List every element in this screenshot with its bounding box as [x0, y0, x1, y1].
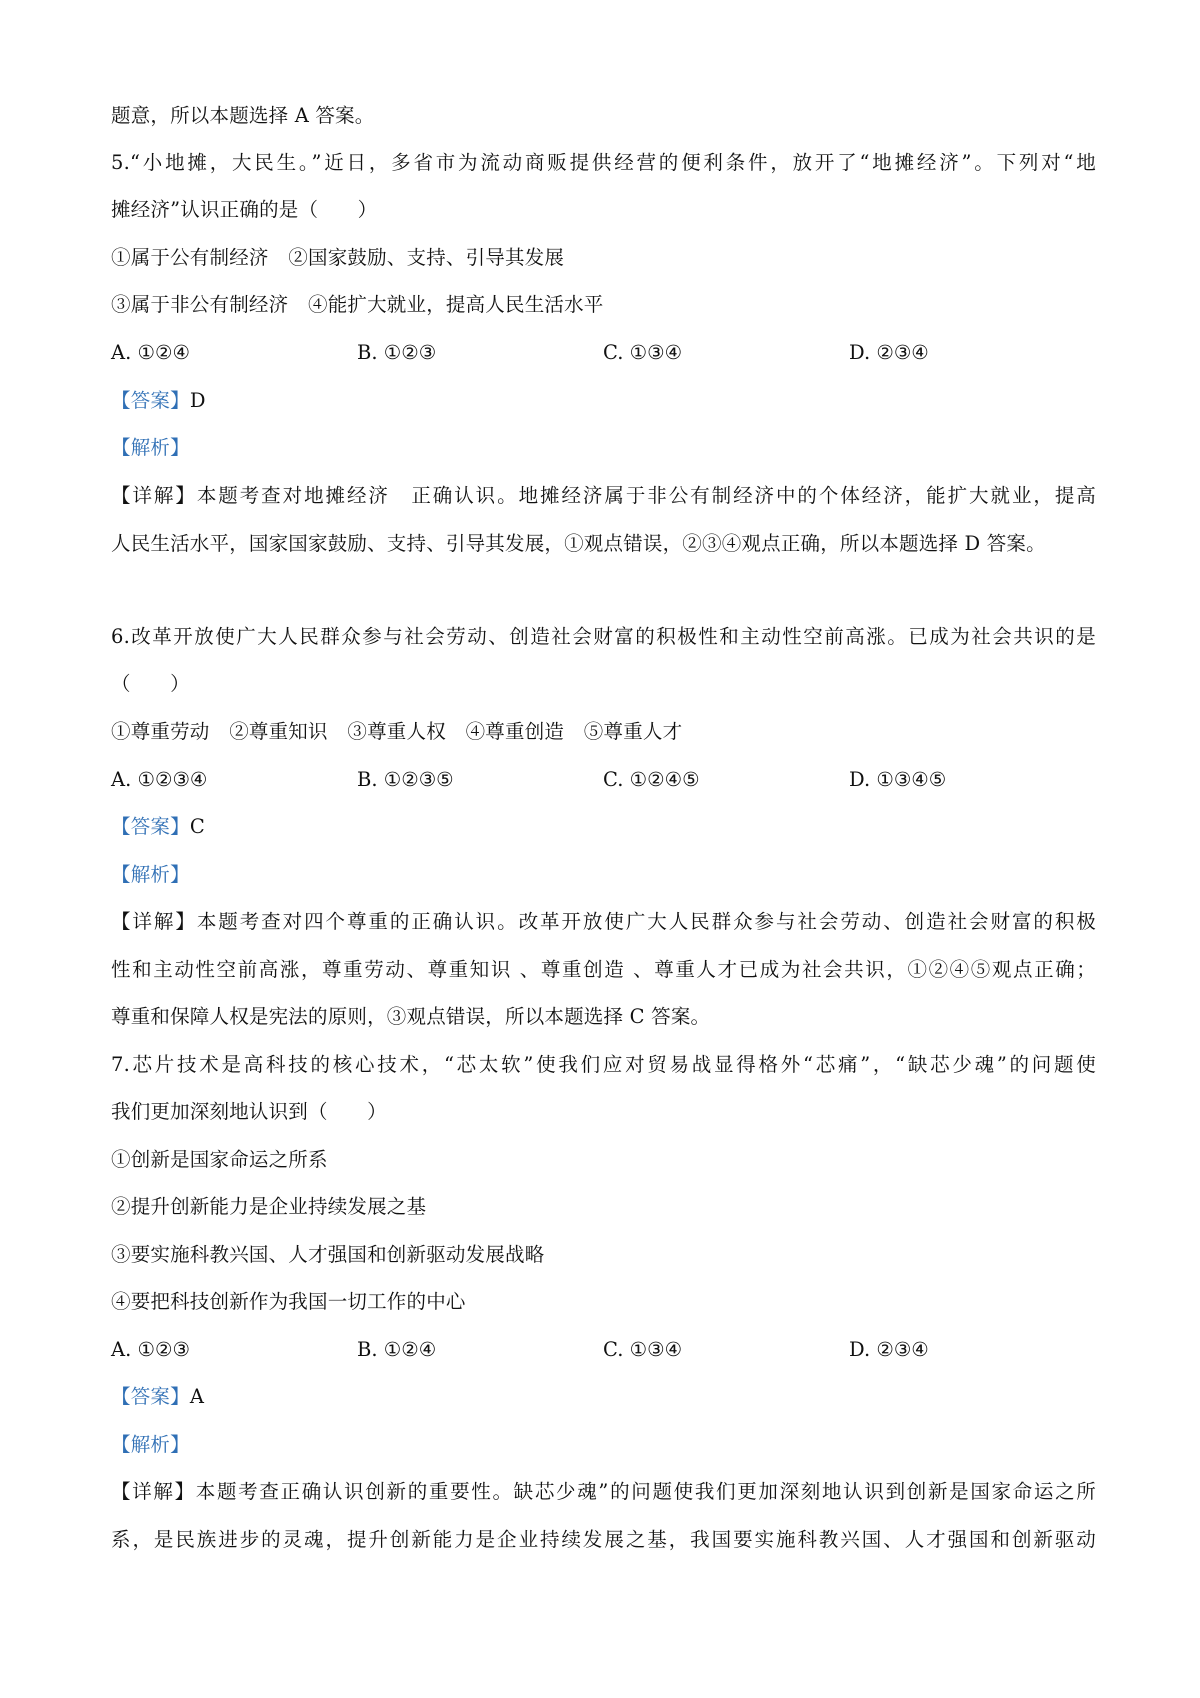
q7-stem-line1: 7.芯片技术是高科技的核心技术，“芯太软”使我们应对贸易战显得格外“芯痛”，“缺芯少魂”的问题使: [111, 1053, 1096, 1076]
q7-detail-tag: 【详解】: [111, 1480, 196, 1503]
q5-option-a: A. ①②④: [111, 341, 190, 364]
q6-option-b: B. ①②③⑤: [357, 768, 454, 791]
q5-option-b: B. ①②③: [357, 341, 437, 364]
q7-detail-text1: 本题考查正确认识创新的重要性。缺芯少魂”的问题使我们更加深刻地认识到创新是国家命运之所: [195, 1480, 1096, 1503]
q7-option-d: D. ②③④: [849, 1338, 929, 1361]
q7-statement-1: ①创新是国家命运之所系: [111, 1148, 328, 1171]
q5-analysis-tag: 【解析】: [111, 436, 190, 459]
q6-stem-line2: （ ）: [111, 672, 190, 695]
q6-stem-line1: 6.改革开放使广大人民群众参与社会劳动、创造社会财富的积极性和主动性空前高涨。已成为社会共识的是: [111, 625, 1096, 648]
q7-detail-line1: [111, 1479, 1096, 1505]
q5-detail-text1: 本题考查对地摊经济 正确认识。地摊经济属于非公有制经济中的个体经济，能扩大就业，提高: [196, 484, 1096, 507]
q5-answer-value: D: [189, 389, 206, 412]
q6-option-d: D. ①③④⑤: [849, 768, 947, 791]
q6-detail-line3: 尊重和保障人权是宪法的原则，③观点错误，所以本题选择 C 答案。: [111, 1005, 711, 1028]
q5-stem-line2: 摊经济”认识正确的是（ ）: [111, 198, 378, 221]
q7-answer-row: [111, 1384, 204, 1410]
q6-option-c: C. ①②④⑤: [603, 768, 700, 791]
q7-answer-tag: 【答案】: [111, 1385, 190, 1408]
q6-answer-value: C: [189, 815, 205, 838]
q5-answer-tag: 【答案】: [111, 389, 190, 412]
q6-detail-line1: [111, 909, 1096, 935]
q5-option-c: C. ①③④: [603, 341, 683, 364]
q7-statement-3: ③要实施科教兴国、人才强国和创新驱动发展战略: [111, 1243, 545, 1266]
q7-statement-2: ②提升创新能力是企业持续发展之基: [111, 1195, 427, 1218]
q5-option-d: D. ②③④: [849, 341, 929, 364]
q6-detail-tag: 【详解】: [111, 910, 197, 933]
q5-statements-line1: ①属于公有制经济 ②国家鼓励、支持、引导其发展: [111, 246, 565, 269]
q7-stem-line2: 我们更加深刻地认识到（ ）: [111, 1100, 387, 1123]
intro-tail-text: 题意，所以本题选择 A 答案。: [111, 104, 375, 127]
q5-detail-line2: 人民生活水平，国家国家鼓励、支持、引导其发展，①观点错误，②③④观点正确，所以本题选择 D 答案。: [111, 532, 1046, 555]
q6-answer-row: [111, 814, 205, 840]
q7-option-b: B. ①②④: [357, 1338, 437, 1361]
q7-option-a: A. ①②③: [111, 1338, 190, 1361]
q7-analysis-tag: 【解析】: [111, 1433, 190, 1456]
q7-detail-line2: 系，是民族进步的灵魂，提升创新能力是企业持续发展之基，我国要实施科教兴国、人才强国和创新驱动: [111, 1528, 1096, 1551]
q6-answer-tag: 【答案】: [111, 815, 190, 838]
q6-option-a: A. ①②③④: [111, 768, 208, 791]
q6-analysis-tag: 【解析】: [111, 863, 190, 886]
q5-detail-tag: 【详解】: [111, 484, 197, 507]
q5-answer-row: [111, 388, 206, 414]
q7-answer-value: A: [189, 1385, 205, 1408]
q7-statement-4: ④要把科技创新作为我国一切工作的中心: [111, 1290, 466, 1313]
q5-stem-line1: 5.“小地摊，大民生。”近日，多省市为流动商贩提供经营的便利条件，放开了“地摊经济”。下列对“地: [111, 151, 1096, 174]
q6-statements-line1: ①尊重劳动 ②尊重知识 ③尊重人权 ④尊重创造 ⑤尊重人才: [111, 720, 683, 743]
q6-detail-text1: 本题考查对四个尊重的正确认识。改革开放使广大人民群众参与社会劳动、创造社会财富的积极: [196, 910, 1096, 933]
q6-detail-line2: 性和主动性空前高涨，尊重劳动、尊重知识 、尊重创造 、尊重人才已成为社会共识，①②④⑤观点正确；: [111, 958, 1096, 981]
q7-option-c: C. ①③④: [603, 1338, 683, 1361]
q5-statements-line2: ③属于非公有制经济 ④能扩大就业，提高人民生活水平: [111, 293, 604, 316]
q5-detail-line1: [111, 483, 1096, 509]
